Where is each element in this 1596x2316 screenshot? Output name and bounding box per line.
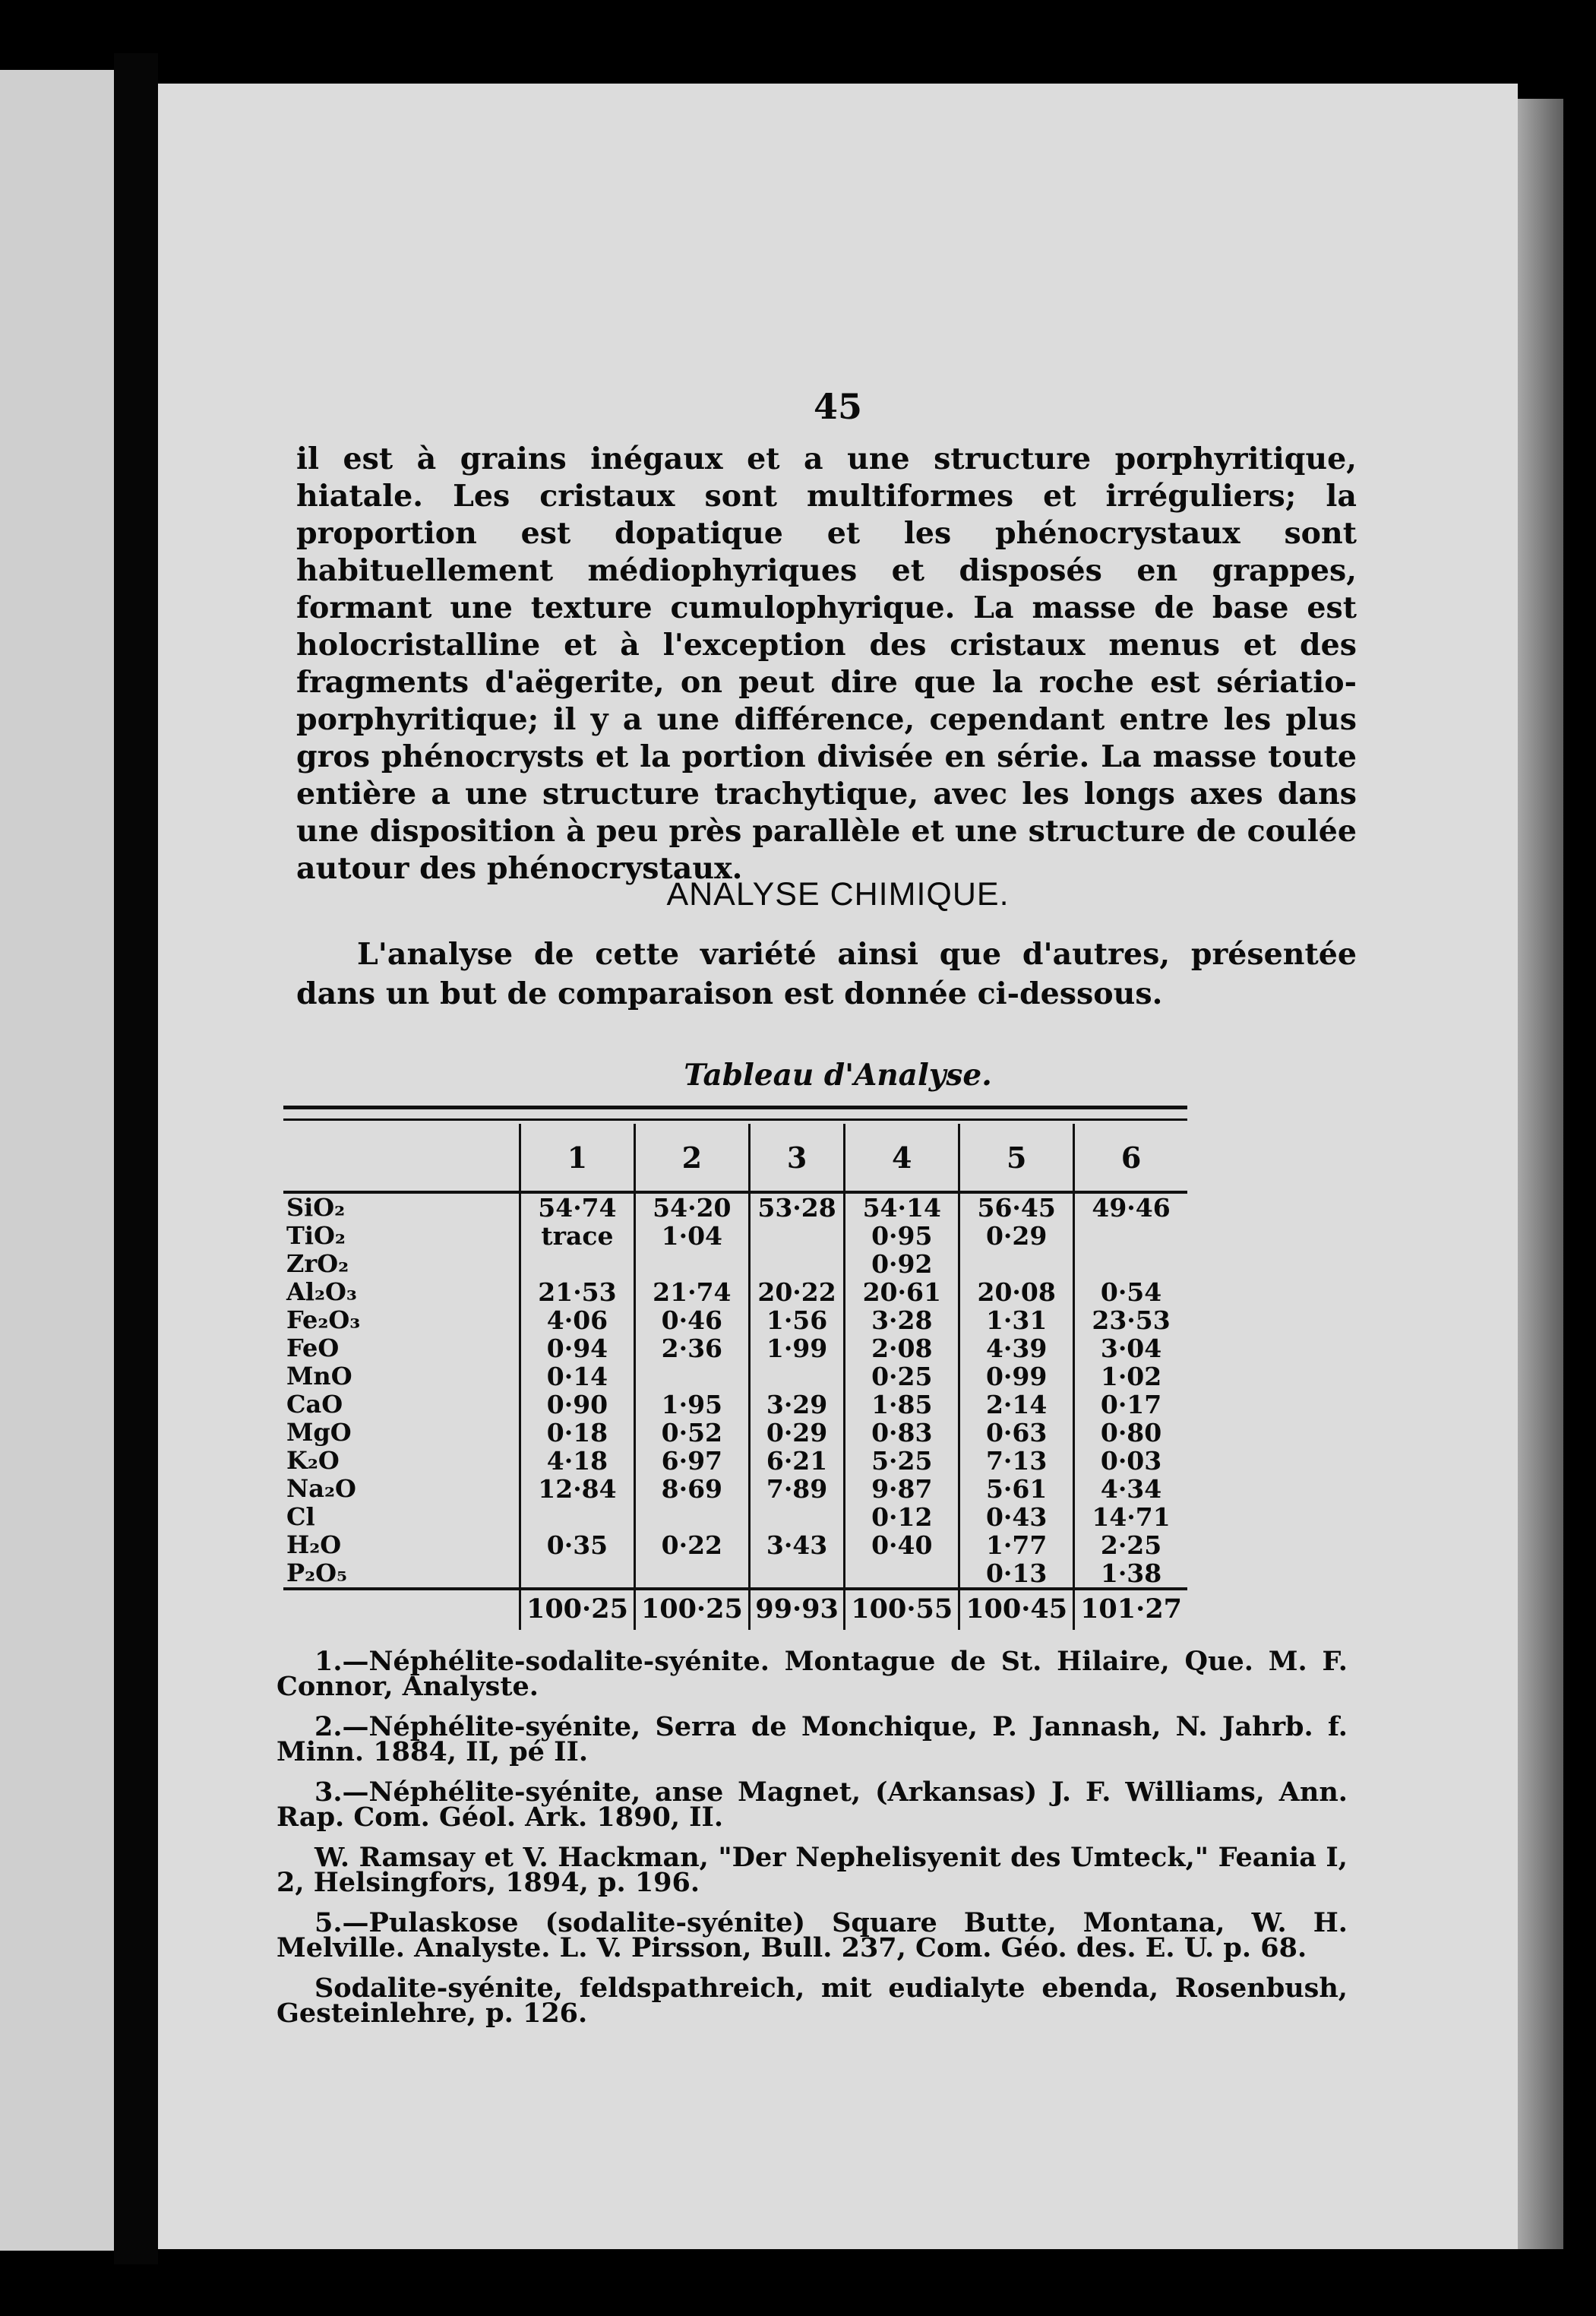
total-cell: 100·25 [634,1589,749,1630]
totals-label-blank [283,1589,520,1630]
table-cell: 53·28 [749,1192,845,1222]
table-row [283,1447,1187,1475]
footnotes [277,1646,1348,2041]
table-cell: 0·52 [634,1419,749,1447]
table-cell: 0·95 [845,1222,959,1250]
table-cell: 1·04 [634,1222,749,1250]
table-caption: Tableau d'Analyse. [684,1058,992,1093]
book-spine [114,53,158,2264]
table-cell: 0·54 [1074,1278,1187,1306]
table-row [283,1278,1187,1306]
page-edge-shadow [1518,99,1563,2249]
table-cell: 0·29 [749,1419,845,1447]
table-cell: 0·46 [634,1306,749,1334]
table-cell: 21·74 [634,1278,749,1306]
column-header: 3 [749,1124,845,1192]
table-cell [749,1250,845,1278]
column-header: 5 [959,1124,1074,1192]
table-cell [1074,1222,1187,1250]
column-header: 6 [1074,1124,1187,1192]
table-cell: 2·08 [845,1334,959,1362]
table-cell: 23·53 [1074,1306,1187,1334]
column-header: 1 [520,1124,635,1192]
row-label: Al₂O₃ [286,1277,357,1306]
table-cell [634,1250,749,1278]
table-cell: 0·43 [959,1503,1074,1531]
table-cell: 3·04 [1074,1334,1187,1362]
table-row [283,1419,1187,1447]
table-cell: 0·14 [520,1362,635,1391]
table-cell: 3·43 [749,1531,845,1559]
table-cell: 20·61 [845,1278,959,1306]
table-cell: 4·18 [520,1447,635,1475]
row-label: Fe₂O₃ [286,1305,361,1334]
table-cell: 1·95 [634,1391,749,1419]
table-cell: trace [520,1222,635,1250]
table-cell: 2·14 [959,1391,1074,1419]
table-cell: 49·46 [1074,1192,1187,1222]
row-label: ZrO₂ [286,1249,349,1278]
table-row [283,1391,1187,1419]
table-cell: 1·56 [749,1306,845,1334]
table-cell: 2·36 [634,1334,749,1362]
table-cell [520,1559,635,1589]
table-cell: 4·06 [520,1306,635,1334]
table-cell [845,1559,959,1589]
table-cell: 3·28 [845,1306,959,1334]
footnote: 2.—Néphélite-syénite, Serra de Monchique, P. Jannash, N. Jahrb. f. Minn. 1884, II, pé II. [277,1711,1348,1767]
table-cell: 0·03 [1074,1447,1187,1475]
footnote: 1.—Néphélite-sodalite-syénite. Montague de St. Hilaire, Que. M. F. Connor, Analyste. [277,1646,1348,1702]
table-cell: 4·39 [959,1334,1074,1362]
table-row [283,1250,1187,1278]
table-cell: 4·34 [1074,1475,1187,1503]
table-cell: 7·13 [959,1447,1074,1475]
table-cell: 0·40 [845,1531,959,1559]
table-cell [634,1362,749,1391]
table-cell: 14·71 [1074,1503,1187,1531]
table-cell [520,1503,635,1531]
table-cell: 1·85 [845,1391,959,1419]
table-cell: 1·31 [959,1306,1074,1334]
column-header: 2 [634,1124,749,1192]
intro-text: L'analyse de cette variété ainsi que d'autres, présentée dans un but de comparaison est donnée ci-dessous. [296,937,1357,1011]
table-cell: 0·18 [520,1419,635,1447]
header-blank [283,1124,520,1192]
table-cell [749,1222,845,1250]
table-cell: 0·22 [634,1531,749,1559]
table-cell: 3·29 [749,1391,845,1419]
table-cell: 20·22 [749,1278,845,1306]
table-cell: 0·13 [959,1559,1074,1589]
table-row [283,1362,1187,1391]
row-label: H₂O [286,1530,342,1559]
table-cell [634,1503,749,1531]
table-cell: 0·80 [1074,1419,1187,1447]
table-cell: 12·84 [520,1475,635,1503]
analysis-table [283,1106,1187,1630]
table-cell: 0·83 [845,1419,959,1447]
table-cell: 0·99 [959,1362,1074,1391]
table-cell [634,1559,749,1589]
table-cell: 1·38 [1074,1559,1187,1589]
row-label: MgO [286,1418,352,1447]
section-title: ANALYSE CHIMIQUE. [666,876,1010,913]
book-page [158,84,1518,2249]
row-label: TiO₂ [286,1221,346,1250]
table-cell [520,1250,635,1278]
row-label: P₂O₅ [286,1558,347,1587]
footnote: W. Ramsay et V. Hackman, "Der Nephelisyenit des Umteck," Feania I, 2, Helsingfors, 1894, p. 196. [277,1842,1348,1898]
body-paragraph: il est à grains inégaux et a une structure porphyritique, hiatale. Les cristaux sont multiformes et irréguliers; la proportion est dopatique et les phénocrystaux sont habituellement médiophyriques et disposés en grappes, formant une texture cumulophyrique. La masse de base est holocristalline et à l'exception des cristaux menus et des fragments d'aëgerite, on peut dire que la roche est sériatio-porphyritique; il y a une différence, cependant entre les plus gros phénocrysts et la portion divisée en série. La masse toute entière a une structure trachytique, avec les longs axes dans une disposition à peu près parallèle et une structure de coulée autour des phénocrystaux. [296,441,1357,886]
table-cell [959,1250,1074,1278]
table-cell: 8·69 [634,1475,749,1503]
table-row [283,1559,1187,1589]
table-row [283,1531,1187,1559]
total-cell: 99·93 [749,1589,845,1630]
table-cell: 54·20 [634,1192,749,1222]
table-cell [1074,1250,1187,1278]
footnote: 3.—Néphélite-syénite, anse Magnet, (Arkansas) J. F. Williams, Ann. Rap. Com. Géol. Ark. 1890, II. [277,1777,1348,1833]
table-cell: 6·97 [634,1447,749,1475]
table-cell: 54·74 [520,1192,635,1222]
row-label: MnO [286,1362,352,1391]
table-cell [749,1362,845,1391]
table-body [283,1192,1187,1630]
intro-paragraph [296,935,1357,1014]
table-cell: 2·25 [1074,1531,1187,1559]
totals-row [283,1589,1187,1630]
analysis-grid [283,1124,1187,1630]
total-cell: 101·27 [1074,1589,1187,1630]
total-cell: 100·45 [959,1589,1074,1630]
footnote: 5.—Pulaskose (sodalite-syénite) Square Butte, Montana, W. H. Melville. Analyste. L. V. Pirsson, Bull. 237, Com. Géo. des. E. U. p. 68. [277,1907,1348,1963]
table-top-rule [283,1106,1187,1121]
row-label: K₂O [286,1446,340,1475]
row-label: Cl [286,1502,315,1531]
table-row [283,1222,1187,1250]
row-label: SiO₂ [286,1193,346,1222]
row-label: Na₂O [286,1474,356,1503]
table-row [283,1192,1187,1222]
table-cell: 5·25 [845,1447,959,1475]
table-row [283,1334,1187,1362]
table-cell: 0·63 [959,1419,1074,1447]
table-cell: 0·35 [520,1531,635,1559]
table-cell: 21·53 [520,1278,635,1306]
table-cell: 0·90 [520,1391,635,1419]
table-cell: 0·25 [845,1362,959,1391]
column-header: 4 [845,1124,959,1192]
total-cell: 100·25 [520,1589,635,1630]
table-cell [749,1559,845,1589]
table-cell: 0·92 [845,1250,959,1278]
table-cell: 56·45 [959,1192,1074,1222]
table-cell: 6·21 [749,1447,845,1475]
table-cell: 5·61 [959,1475,1074,1503]
facing-page-edge [0,70,114,2251]
table-cell: 7·89 [749,1475,845,1503]
table-cell: 1·02 [1074,1362,1187,1391]
table-row [283,1503,1187,1531]
table-row [283,1306,1187,1334]
row-label: FeO [286,1334,340,1362]
table-cell: 9·87 [845,1475,959,1503]
page-number: 45 [813,386,862,427]
total-cell: 100·55 [845,1589,959,1630]
table-cell: 0·29 [959,1222,1074,1250]
table-cell [749,1503,845,1531]
table-cell: 1·77 [959,1531,1074,1559]
table-cell: 54·14 [845,1192,959,1222]
table-row [283,1475,1187,1503]
table-cell: 20·08 [959,1278,1074,1306]
table-cell: 0·94 [520,1334,635,1362]
table-cell: 1·99 [749,1334,845,1362]
table-header-row [283,1124,1187,1192]
table-cell: 0·12 [845,1503,959,1531]
footnote: Sodalite-syénite, feldspathreich, mit eudialyte ebenda, Rosenbush, Gesteinlehre, p. 126. [277,1973,1348,2029]
row-label: CaO [286,1390,343,1419]
table-cell: 0·17 [1074,1391,1187,1419]
